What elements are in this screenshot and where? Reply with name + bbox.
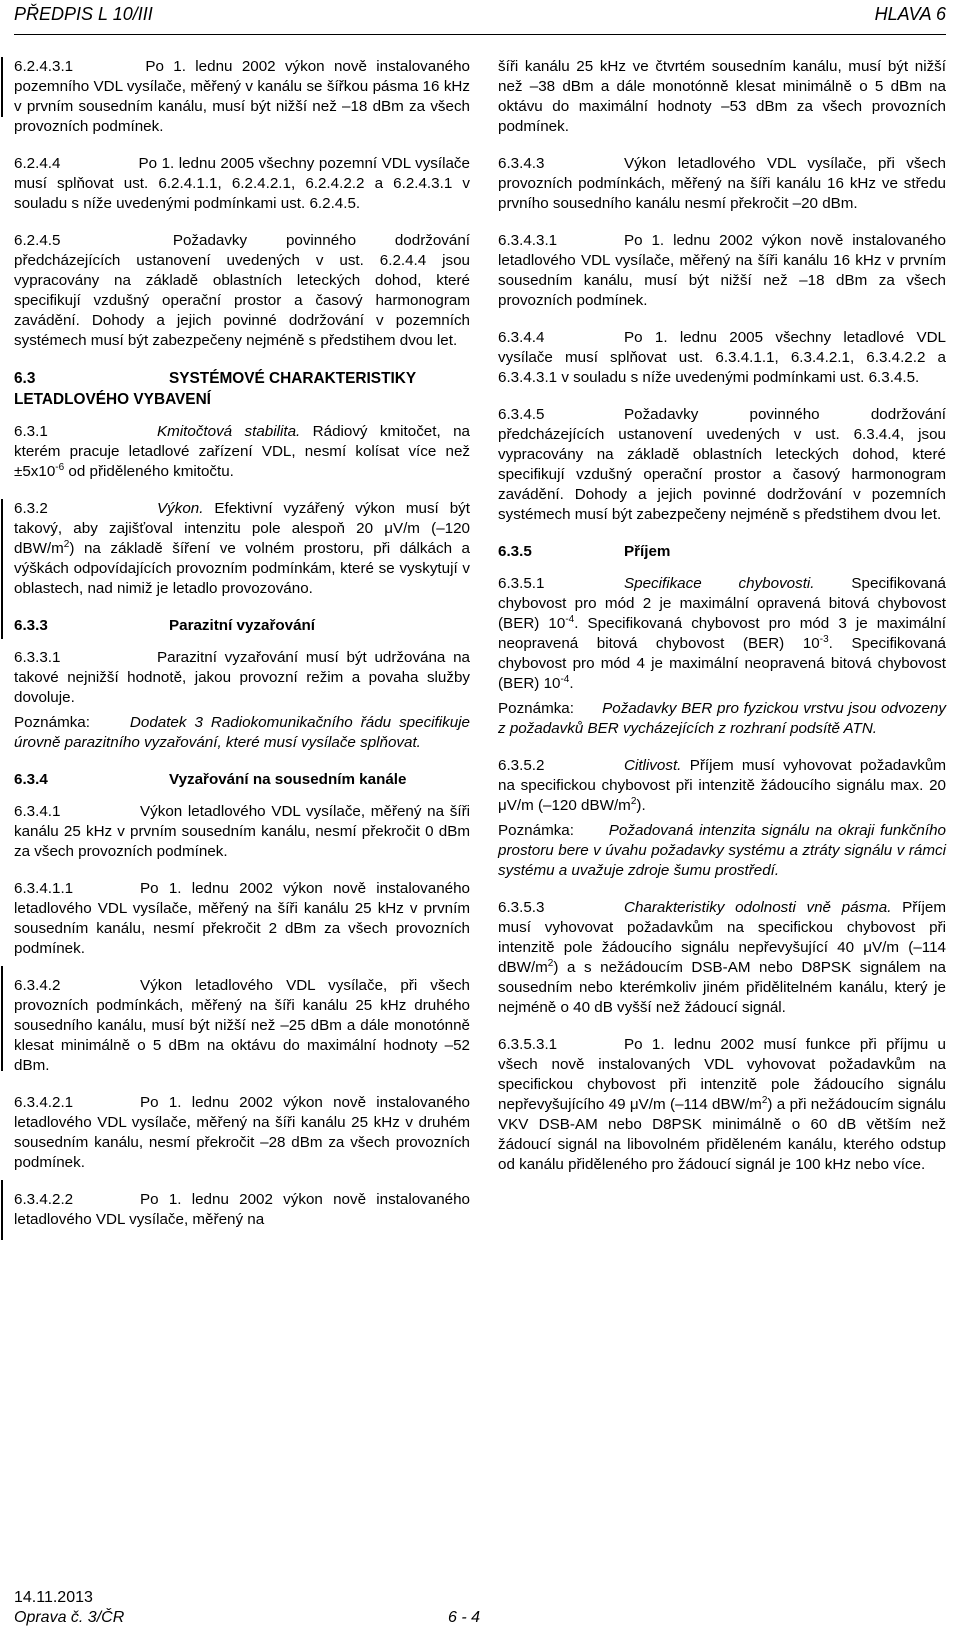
- revision-bar: [1, 499, 3, 639]
- paragraph-6-3-2: 6.3.2 Výkon. Efektivní vyzářený výkon musí být takový, aby zajišťoval intenzitu pole alespoň 20 μV/m (–120 dBW/$m^2$) na základě šíření ve volném prostoru, při dálkách a výškách odpovídajících provozním podmínkám, které se vyskytují v oblastech, nad nimiž je letadlo provozováno.: [14, 499, 470, 599]
- paragraph-6-2-4-4: 6.2.4.4 Po 1. lednu 2005 všechny pozemní VDL vysílače musí splňovat ust. 6.2.4.1.1, 6.2.4.2.1, 6.2.4.2.2 a 6.2.4.3.1 v souladu s níže uvedenými podmínkami ust. 6.2.4.5.: [14, 155, 470, 212]
- paragraph-6-3-4-3-1: 6.3.4.3.1 Po 1. lednu 2002 výkon nově instalovaného letadlového VDL vysílače, měřený na šíři kanálu 16 kHz v prvním sousedním kanálu, musí být nižší než –18 dBm za všech provozních podmínek.: [498, 232, 946, 309]
- footer-amendment: Oprava č. 3/ČR: [14, 1609, 125, 1626]
- paragraph-6-3-4-2: 6.3.4.2 Výkon letadlového VDL vysílače, při všech provozních podmínkách, měřený na šíři kanálu 25 kHz druhého sousedního kanálu, musí být nižší než –25 dBm a dále monotónně klesat minimálně o 5 dBm na oktávu do maximální hodnoty –52 dBm.: [14, 976, 470, 1076]
- right-column: [498, 57, 946, 1192]
- paragraph-6-3-4-3: 6.3.4.3 Výkon letadlového VDL vysílače, při všech provozních podmínkách, měřený na šíři kanálu 16 kHz ve středu prvního sousedního kanálu nesmí překročit –20 dBm.: [498, 155, 946, 212]
- heading-6-3: 6.3 SYSTÉMOVÉ CHARAKTERISTIKY LETADLOVÉHO VYBAVENÍ: [14, 370, 416, 408]
- header-chapter: HLAVA 6: [874, 4, 946, 24]
- heading-6-3-3: 6.3.3 Parazitní vyzařování: [14, 617, 316, 634]
- page-header: [14, 0, 946, 35]
- paragraph-6-3-4-2-2-cont: šíři kanálu 25 kHz ve čtvrtém sousedním kanálu, musí být nižší než –38 dBm a dále monotónně klesat minimálně o 5 dBm na oktávu do maximální hodnoty –53 dBm za všech provozních podmínek.: [498, 58, 946, 135]
- paragraph-6-3-5-3-1: 6.3.5.3.1 Po 1. lednu 2002 musí funkce při příjmu u všech nově instalovaných VDL vyhovovat požadavkům na specifickou chybovost při intenzitě pole žádoucího signálu nepřevyšujícího 49 μV/m (–114 dBW/$m^2$) a při nežádoucím signálu VKV DSB-AM nebo D8PSK minimálně o 60 dB větším než žádoucí signál na libovolném přiděleném kanálu, kterého odstup od kanálu přiděleného pro žádoucí signál je 100 kHz nebo více.: [498, 1036, 946, 1173]
- paragraph-6-3-4-1: 6.3.4.1 Výkon letadlového VDL vysílače, měřený na šíři kanálu 25 kHz v prvním sousedním kanálu, nesmí překročit 0 dBm za všech provozních podmínek.: [14, 803, 470, 860]
- paragraph-6-3-4-5: 6.3.4.5 Požadavky povinného dodržování předcházejících ustanovení uvedených v ust. 6.3.4.4, jsou vypracovány na základě oblastních leteckých dohod, které specifikují vzdušný operační prostor a časový harmonogram zavádění. Dohody a jejich povinné dodržování v pozemních systémech musí být zabezpečeny nejméně s předstihem dvou let.: [498, 406, 946, 523]
- paragraph-6-3-4-2-2: 6.3.4.2.2 Po 1. lednu 2002 výkon nově instalovaného letadlového VDL vysílače, měřený na: [14, 1190, 470, 1230]
- paragraph-6-2-4-5: 6.2.4.5 Požadavky povinného dodržování předcházejících ustanovení uvedených v ust. 6.2.4.4 jsou vypracovány na základě oblastních leteckých dohod, které specifikují vzdušný operační prostor a časový harmonogram zavádění. Dohody a jejich povinné dodržování v pozemních systémech musí být zabezpečeny nejméně s předstihem dvou let.: [14, 232, 470, 349]
- note-6-3-5-1: Poznámka: Požadavky BER pro fyzickou vrstvu jsou odvozeny z požadavků BER vycházejících z rozhraní podsítě ATN.: [498, 700, 946, 737]
- footer-date: 14.11.2013: [14, 1589, 93, 1606]
- heading-6-3-4: 6.3.4 Vyzařování na sousedním kanále: [14, 771, 407, 788]
- revision-bar: [1, 966, 3, 1071]
- paragraph-6-3-5-1: 6.3.5.1 Specifikace chybovosti. Specifikovaná chybovost pro mód 2 je maximální opravená bitová chybovost (BER) $10^{-4}$. Specifikovaná chybovost pro mód 3 je maximální neopravená bitová chybovost (BER) $10^{-3}$. Specifikovaná chybovost pro mód 4 je maximální neopravená bitová chybovost (BER) $10^{-4}$.: [498, 575, 947, 692]
- paragraph-6-2-4-3-1: 6.2.4.3.1 Po 1. lednu 2002 výkon nově instalovaného pozemního VDL vysílače, měřený v kanálu se šířkou pásma 16 kHz v prvním sousedním kanálu, musí být nižší než –18 dBm za všech provozních podmínek.: [14, 58, 470, 135]
- paragraph-6-3-3-1: 6.3.3.1 Parazitní vyzařování musí být udržována na takové nejnižší hodnotě, jakou provozní režim a povaha služby dovoluje.: [14, 649, 470, 706]
- note-6-3-5-2: Poznámka: Požadovaná intenzita signálu na okraji funkčního prostoru bere v úvahu požadavky systému a ztráty signálu v rámci systému a uvažuje zdroje šumu prostředí.: [498, 822, 946, 879]
- footer-page-number: 6 - 4: [448, 1609, 481, 1626]
- note-6-3-3-1: Poznámka: Dodatek 3 Radiokomunikačního řádu specifikuje úrovně parazitního vyzařování, které musí vysílače splňovat.: [14, 713, 470, 753]
- paragraph-6-3-5-3: 6.3.5.3 Charakteristiky odolnosti vně pásma. Příjem musí vyhovovat požadavkům na specifickou chybovost při intenzitě pole žádoucího signálu nepřevyšující 40 μV/m (–114 dBW/$m^2$) a s nežádoucím DSB-AM nebo D8PSK signálem na sousedním nebo kterémkoliv jiném přidělitelném kanálu, který je nejméně o 40 dB vyšší než žádoucí signál.: [498, 899, 946, 1016]
- left-column: [14, 57, 470, 1247]
- paragraph-6-3-1: 6.3.1 Kmitočtová stabilita. Rádiový kmitočet, na kterém pracuje letadlové zařízení VDL, nesmí kolísat více než $\pm 5x10^{-6}$ od přiděleného kmitočtu.: [14, 423, 470, 480]
- paragraph-6-3-4-2-1: 6.3.4.2.1 Po 1. lednu 2002 výkon nově instalovaného letadlového VDL vysílače, měřený na šíři kanálu 25 kHz v druhém sousedním kanálu, nesmí překročit –28 dBm za všech provozních podmínek.: [14, 1094, 470, 1171]
- header-doc-title: PŘEDPIS L 10/III: [14, 4, 153, 24]
- paragraph-6-3-5-2: 6.3.5.2 Citlivost. Příjem musí vyhovovat požadavkům na specifickou chybovost při intenzitě žádoucího signálu max. 20 μV/m (–120 dBW/$m^2$).: [498, 757, 946, 814]
- revision-bar: [1, 1180, 3, 1240]
- paragraph-6-3-4-1-1: 6.3.4.1.1 Po 1. lednu 2002 výkon nově instalovaného letadlového VDL vysílače, měřený na šíři kanálu 25 kHz v prvním sousedním kanálu, nesmí překročit 2 dBm za všech provozních podmínek.: [14, 880, 470, 957]
- revision-bar: [1, 57, 3, 117]
- heading-6-3-5: 6.3.5 Příjem: [498, 543, 671, 560]
- paragraph-6-3-4-4: 6.3.4.4 Po 1. lednu 2005 všechny letadlové VDL vysílače musí splňovat ust. 6.3.4.1.1, 6.3.4.2.1, 6.3.4.2.2 a 6.3.4.3.1 v souladu s níže uvedenými podmínkami ust. 6.3.4.5.: [498, 329, 946, 386]
